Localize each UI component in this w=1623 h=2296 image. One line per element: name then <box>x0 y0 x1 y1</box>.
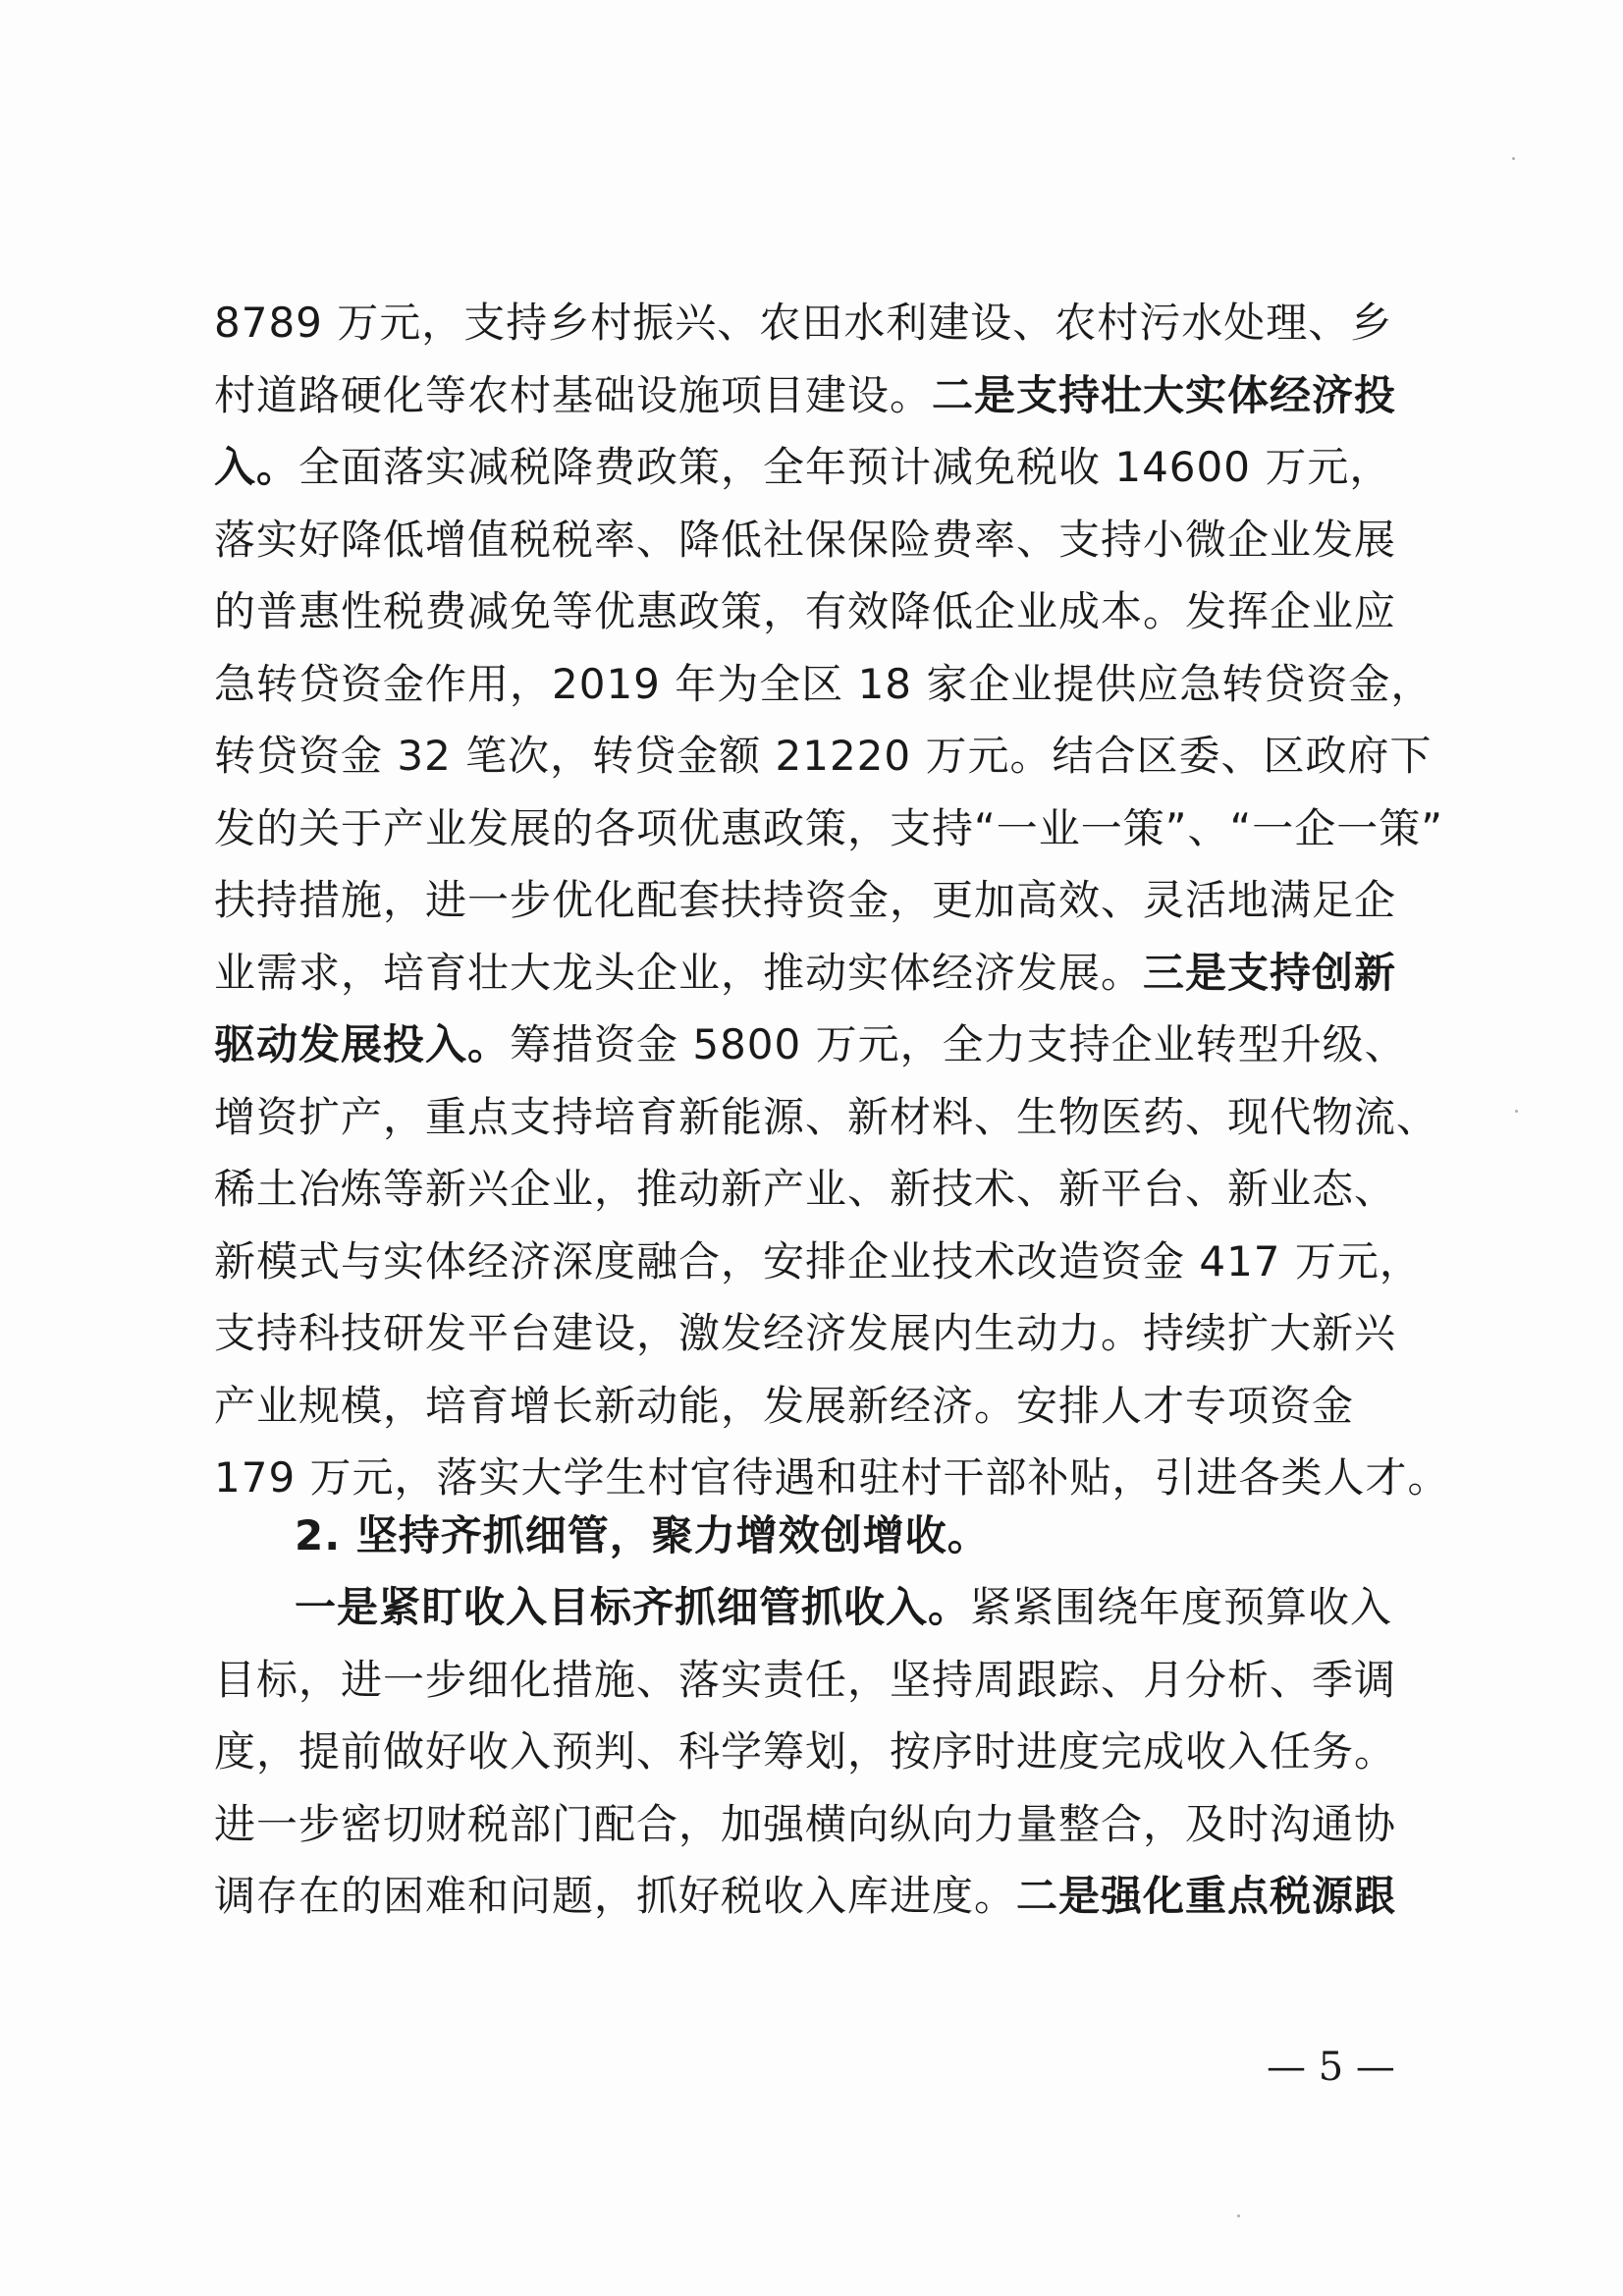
text-line <box>214 1722 1396 1782</box>
text-line <box>214 654 1433 715</box>
text-run: 的普惠性税费减免等优惠政策，有效降低企业成本。发挥企业应 <box>214 587 1397 635</box>
scan-speck <box>1512 157 1515 160</box>
text-line <box>214 870 1396 931</box>
text-run: 目标，进一步细化措施、落实责任，坚持周跟踪、月分析、季调 <box>214 1655 1397 1704</box>
text-line <box>214 1159 1396 1220</box>
text-run: 8789 万元，支持乡村振兴、农田水利建设、农村污水处理、乡 <box>214 299 1393 347</box>
text-line <box>214 365 1396 426</box>
text-run: 度，提前做好收入预判、科学筹划，按序时进度完成收入任务。 <box>214 1727 1397 1776</box>
text-line <box>214 798 1443 859</box>
text-line <box>295 1577 1392 1638</box>
bold-text-run: 一是紧盯收入目标齐抓细管抓收入。 <box>295 1583 971 1631</box>
bold-text-run: 入。 <box>214 443 299 491</box>
text-run: 筹措资金 5800 万元，全力支持企业转型升级、 <box>510 1020 1407 1068</box>
scan-speck <box>1515 1110 1518 1113</box>
text-line <box>214 726 1432 787</box>
text-line <box>214 437 1391 498</box>
text-run: 进一步密切财税部门配合，加强横向纵向力量整合，及时沟通协 <box>214 1799 1397 1848</box>
bold-text-run: 驱动发展投入。 <box>214 1020 511 1068</box>
text-run: 转贷资金 32 笔次，转贷金额 21220 万元。结合区委、区政府下 <box>214 732 1433 780</box>
text-line <box>214 1866 1396 1927</box>
text-run: 扶持措施，进一步优化配套扶持资金，更加高效、灵活地满足企 <box>214 876 1397 924</box>
text-line <box>214 1231 1422 1292</box>
text-line <box>214 1303 1396 1364</box>
text-run: 发的关于产业发展的各项优惠政策，支持“一业一策”、“一企一策” <box>214 803 1444 852</box>
text-run: 179 万元，落实大学生村官待遇和驻村干部补贴，引进各类人才。 <box>214 1453 1450 1502</box>
text-line <box>214 1650 1396 1711</box>
text-line <box>214 293 1392 354</box>
page-number: — 5 — <box>1267 2045 1395 2090</box>
text-run: 落实好降低增值税税率、降低社保保险费率、支持小微企业发展 <box>214 515 1397 564</box>
text-line <box>214 581 1396 642</box>
bold-text-run: 三是支持创新 <box>1143 948 1397 997</box>
text-line <box>214 1376 1354 1437</box>
text-run: 全面落实减税降费政策，全年预计减免税收 14600 万元， <box>298 443 1392 491</box>
text-run: 急转贷资金作用，2019 年为全区 18 家企业提供应急转贷资金， <box>214 659 1434 708</box>
text-run: 村道路硬化等农村基础设施项目建设。 <box>214 370 933 419</box>
text-run: 紧紧围绕年度预算收入 <box>970 1583 1393 1631</box>
text-run: 业需求，培育壮大龙头企业，推动实体经济发展。 <box>214 948 1144 997</box>
section-heading: 2. 坚持齐抓细管，聚力增效创增收。 <box>295 1511 990 1559</box>
text-line <box>214 510 1396 571</box>
text-run: 增资扩产，重点支持培育新能源、新材料、生物医药、现代物流、 <box>214 1092 1439 1141</box>
text-line <box>214 1014 1407 1075</box>
bold-text-run: 二是支持壮大实体经济投 <box>932 370 1397 419</box>
text-run: 支持科技研发平台建设，激发经济发展内生动力。持续扩大新兴 <box>214 1309 1397 1357</box>
bold-text-run: 二是强化重点税源跟 <box>1016 1872 1397 1920</box>
text-run: 新模式与实体经济深度融合，安排企业技术改造资金 417 万元， <box>214 1236 1422 1285</box>
scan-speck <box>1237 2214 1240 2217</box>
text-run: 调存在的困难和问题，抓好税收入库进度。 <box>214 1872 1017 1920</box>
text-line <box>214 1448 1450 1508</box>
text-line <box>214 943 1396 1004</box>
text-run: 产业规模，培育增长新动能，发展新经济。安排人才专项资金 <box>214 1381 1355 1430</box>
text-run: 稀土冶炼等新兴企业，推动新产业、新技术、新平台、新业态、 <box>214 1165 1397 1213</box>
text-line <box>214 1087 1438 1148</box>
text-line <box>214 1794 1396 1855</box>
